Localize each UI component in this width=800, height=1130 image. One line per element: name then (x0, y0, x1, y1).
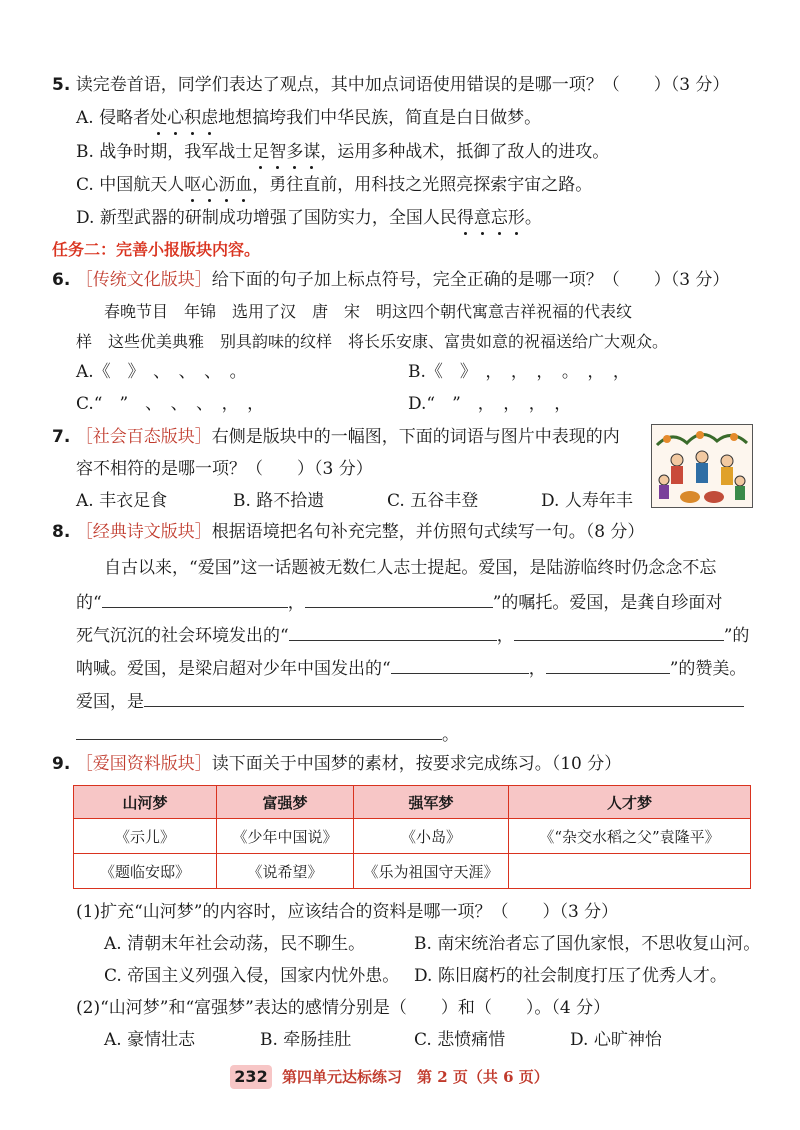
q8-tag: ［经典诗文版块］ (75, 522, 212, 542)
q8-p3b: ， (496, 626, 514, 646)
dotted-char: 心 (167, 108, 185, 128)
fill-blank[interactable] (514, 622, 724, 641)
table-cell: 《小岛》 (354, 819, 509, 854)
q7-stem-text1: 右侧是版块中的一幅图，下面的词语与图片中表现的内 (211, 427, 620, 447)
q8-p4c: ”的赞美。 (669, 659, 747, 679)
q5-a-post: 地想搞垮我们中华民族，简直是白日做梦。 (218, 108, 542, 128)
table-cell: 《示儿》 (74, 819, 217, 854)
q9-tag: ［爱国资料版块］ (75, 754, 212, 774)
q8-para-line4 (76, 655, 746, 681)
q9-sub2-option-b[interactable]: B. 牵肠挂肚 (260, 1030, 352, 1050)
dotted-char: 谋 (303, 142, 321, 162)
q8-p2b: ， (287, 593, 305, 613)
q8-p3c: ”的 (723, 626, 750, 646)
q6-sentence-line1: 春晚节目 年锦 选用了汉 唐 宋 明这四个朝代寓意吉祥祝福的代表纹 (104, 302, 633, 321)
q5-number: 5. (52, 75, 71, 95)
fill-blank[interactable] (546, 655, 670, 674)
q7-stem-line1 (52, 425, 620, 449)
q8-para-line6 (76, 721, 459, 747)
q8-p4a: 呐喊。爱国，是梁启超对少年中国发出的“ (76, 659, 391, 679)
dotted-char: 忘 (490, 208, 508, 228)
dotted-char: 积 (184, 108, 202, 128)
table-header: 富强梦 (217, 786, 354, 819)
q6-option-a[interactable]: A.《 》 、 、 、 。 (76, 362, 247, 382)
q7-option-b[interactable]: B. 路不拾遗 (233, 491, 325, 511)
q6-stem-text: 给下面的句子加上标点符号，完全正确的是哪一项？（ ）（3 分） (211, 270, 730, 290)
harvest-illustration (651, 424, 753, 508)
q7-option-c[interactable]: C. 五谷丰登 (387, 491, 479, 511)
fill-blank[interactable] (391, 655, 529, 674)
q5-c-pre: C. 中国航天人 (76, 175, 185, 195)
q9-sub1-option-d[interactable]: D. 陈旧腐朽的社会制度打压了优秀人才。 (414, 966, 727, 986)
fill-blank[interactable] (305, 589, 493, 608)
q5-stem-text: 读完卷首语，同学们表达了观点，其中加点词语使用错误的是哪一项？（ ）（3 分） (75, 75, 730, 95)
table-cell: 《题临安邸》 (74, 854, 217, 889)
table-cell (509, 854, 751, 889)
q5-option-b[interactable] (76, 140, 609, 164)
dotted-char: 呕 (184, 175, 202, 195)
task2-heading: 任务二：完善小报版块内容。 (52, 240, 261, 259)
q5-option-a[interactable] (76, 106, 541, 130)
fill-blank[interactable] (144, 688, 744, 707)
q5-option-c[interactable] (76, 173, 592, 197)
q8-number: 8. (52, 522, 71, 542)
dotted-char: 血 (235, 175, 253, 195)
q8-p2c: ”的嘱托。爱国，是龚自珍面对 (492, 593, 723, 613)
dotted-char: 智 (269, 142, 287, 162)
dotted-char: 处 (150, 108, 168, 128)
q9-number: 9. (52, 754, 71, 774)
footer-text: 第四单元达标练习 第 2 页（共 6 页） (282, 1068, 549, 1086)
q9-stem (52, 752, 621, 776)
q9-sub2-option-c[interactable]: C. 悲愤痛惜 (414, 1030, 506, 1050)
table-header: 山河梦 (74, 786, 217, 819)
table-cell: 《乐为祖国守天涯》 (354, 854, 509, 889)
dotted-char: 多 (286, 142, 304, 162)
q8-para-line3 (76, 622, 749, 648)
table-cell: 《“杂交水稻之父”袁隆平》 (509, 819, 751, 854)
q7-option-a[interactable]: A. 丰衣足食 (76, 491, 168, 511)
table-cell: 《少年中国说》 (217, 819, 354, 854)
dotted-char: 心 (201, 175, 219, 195)
table-row (74, 854, 751, 889)
q9-sub2-option-d[interactable]: D. 心旷神怡 (570, 1030, 662, 1050)
q5-b-pre: B. 战争时期，我军战士 (76, 142, 253, 162)
dotted-char: 沥 (218, 175, 236, 195)
q5-d-pre: D. 新型武器的研制成功增强了国防实力，全国人民 (76, 208, 457, 228)
q6-option-b[interactable]: B.《 》 ， ， ， 。 ， ， (408, 362, 630, 382)
q7-stem-line2: 容不相符的是哪一项？（ ）（3 分） (76, 459, 373, 479)
table-cell: 《说希望》 (217, 854, 354, 889)
q9-sub1-stem: (1)扩充“山河梦”的内容时，应该结合的资料是哪一项？（ ）（3 分） (76, 902, 619, 922)
q8-para-line2 (76, 589, 722, 615)
q5-stem (52, 73, 729, 97)
table-header: 人才梦 (509, 786, 751, 819)
fill-blank[interactable] (76, 721, 442, 740)
q7-number: 7. (52, 427, 71, 447)
q9-sub2-stem: (2)“山河梦”和“富强梦”表达的感情分别是（ ）和（ ）。（4 分） (76, 998, 611, 1018)
q9-sub2-option-a[interactable]: A. 豪情壮志 (104, 1030, 196, 1050)
q6-tag: ［传统文化版块］ (75, 270, 212, 290)
dotted-char: 足 (252, 142, 270, 162)
q9-materials-table (73, 785, 751, 889)
fill-blank[interactable] (102, 589, 288, 608)
q6-stem (52, 268, 729, 292)
q6-option-d[interactable]: D.“ ” ， ， ， ， (408, 394, 572, 414)
q8-stem-text: 根据语境把名句补充完整，并仿照句式续写一句。（8 分） (211, 522, 645, 542)
q6-option-c[interactable]: C.“ ” 、 、 、 ， ， (76, 394, 265, 414)
q9-sub1-option-c[interactable]: C. 帝国主义列强入侵，国家内忧外患。 (104, 966, 400, 986)
table-header: 强军梦 (354, 786, 509, 819)
q8-p2a: 的“ (76, 593, 102, 613)
q8-para-line1: 自古以来，“爱国”这一话题被无数仁人志士提起。爱国，是陆游临终时仍念念不忘 (104, 558, 717, 578)
q5-c-post: ，勇往直前，用科技之光照亮探索宇宙之路。 (252, 175, 593, 195)
dotted-char: 虑 (201, 108, 219, 128)
dotted-char: 意 (473, 208, 491, 228)
q7-option-d[interactable]: D. 人寿年丰 (541, 491, 633, 511)
q8-p5a: 爱国，是 (76, 692, 144, 712)
q8-para-line5 (76, 688, 744, 714)
fill-blank[interactable] (289, 622, 497, 641)
q8-p6end: 。 (442, 725, 459, 745)
q5-a-pre: A. 侵略者 (76, 108, 151, 128)
dotted-char: 得 (456, 208, 474, 228)
q6-number: 6. (52, 270, 71, 290)
q5-b-post: ，运用多种战术，抵御了敌人的进攻。 (320, 142, 610, 162)
q5-d-post: 。 (524, 208, 542, 228)
q5-option-d[interactable] (76, 206, 542, 230)
page-number: 232 (230, 1065, 272, 1089)
table-header-row (74, 786, 751, 819)
q7-tag: ［社会百态版块］ (75, 427, 212, 447)
q8-p4b: ， (528, 659, 546, 679)
q8-p3a: 死气沉沉的社会环境发出的“ (76, 626, 289, 646)
q9-stem-text: 读下面关于中国梦的素材，按要求完成练习。（10 分） (211, 754, 622, 774)
q9-sub1-option-b[interactable]: B. 南宋统治者忘了国仇家恨，不思收复山河。 (414, 934, 761, 954)
q9-sub1-option-a[interactable]: A. 清朝末年社会动荡，民不聊生。 (104, 934, 366, 954)
q6-sentence-line2: 样 这些优美典雅 别具韵味的纹样 将长乐安康、富贵如意的祝福送给广大观众。 (76, 332, 669, 351)
q8-stem (52, 520, 644, 544)
harvest-illustration-svg (652, 425, 752, 507)
table-row (74, 819, 751, 854)
dotted-char: 形 (507, 208, 525, 228)
